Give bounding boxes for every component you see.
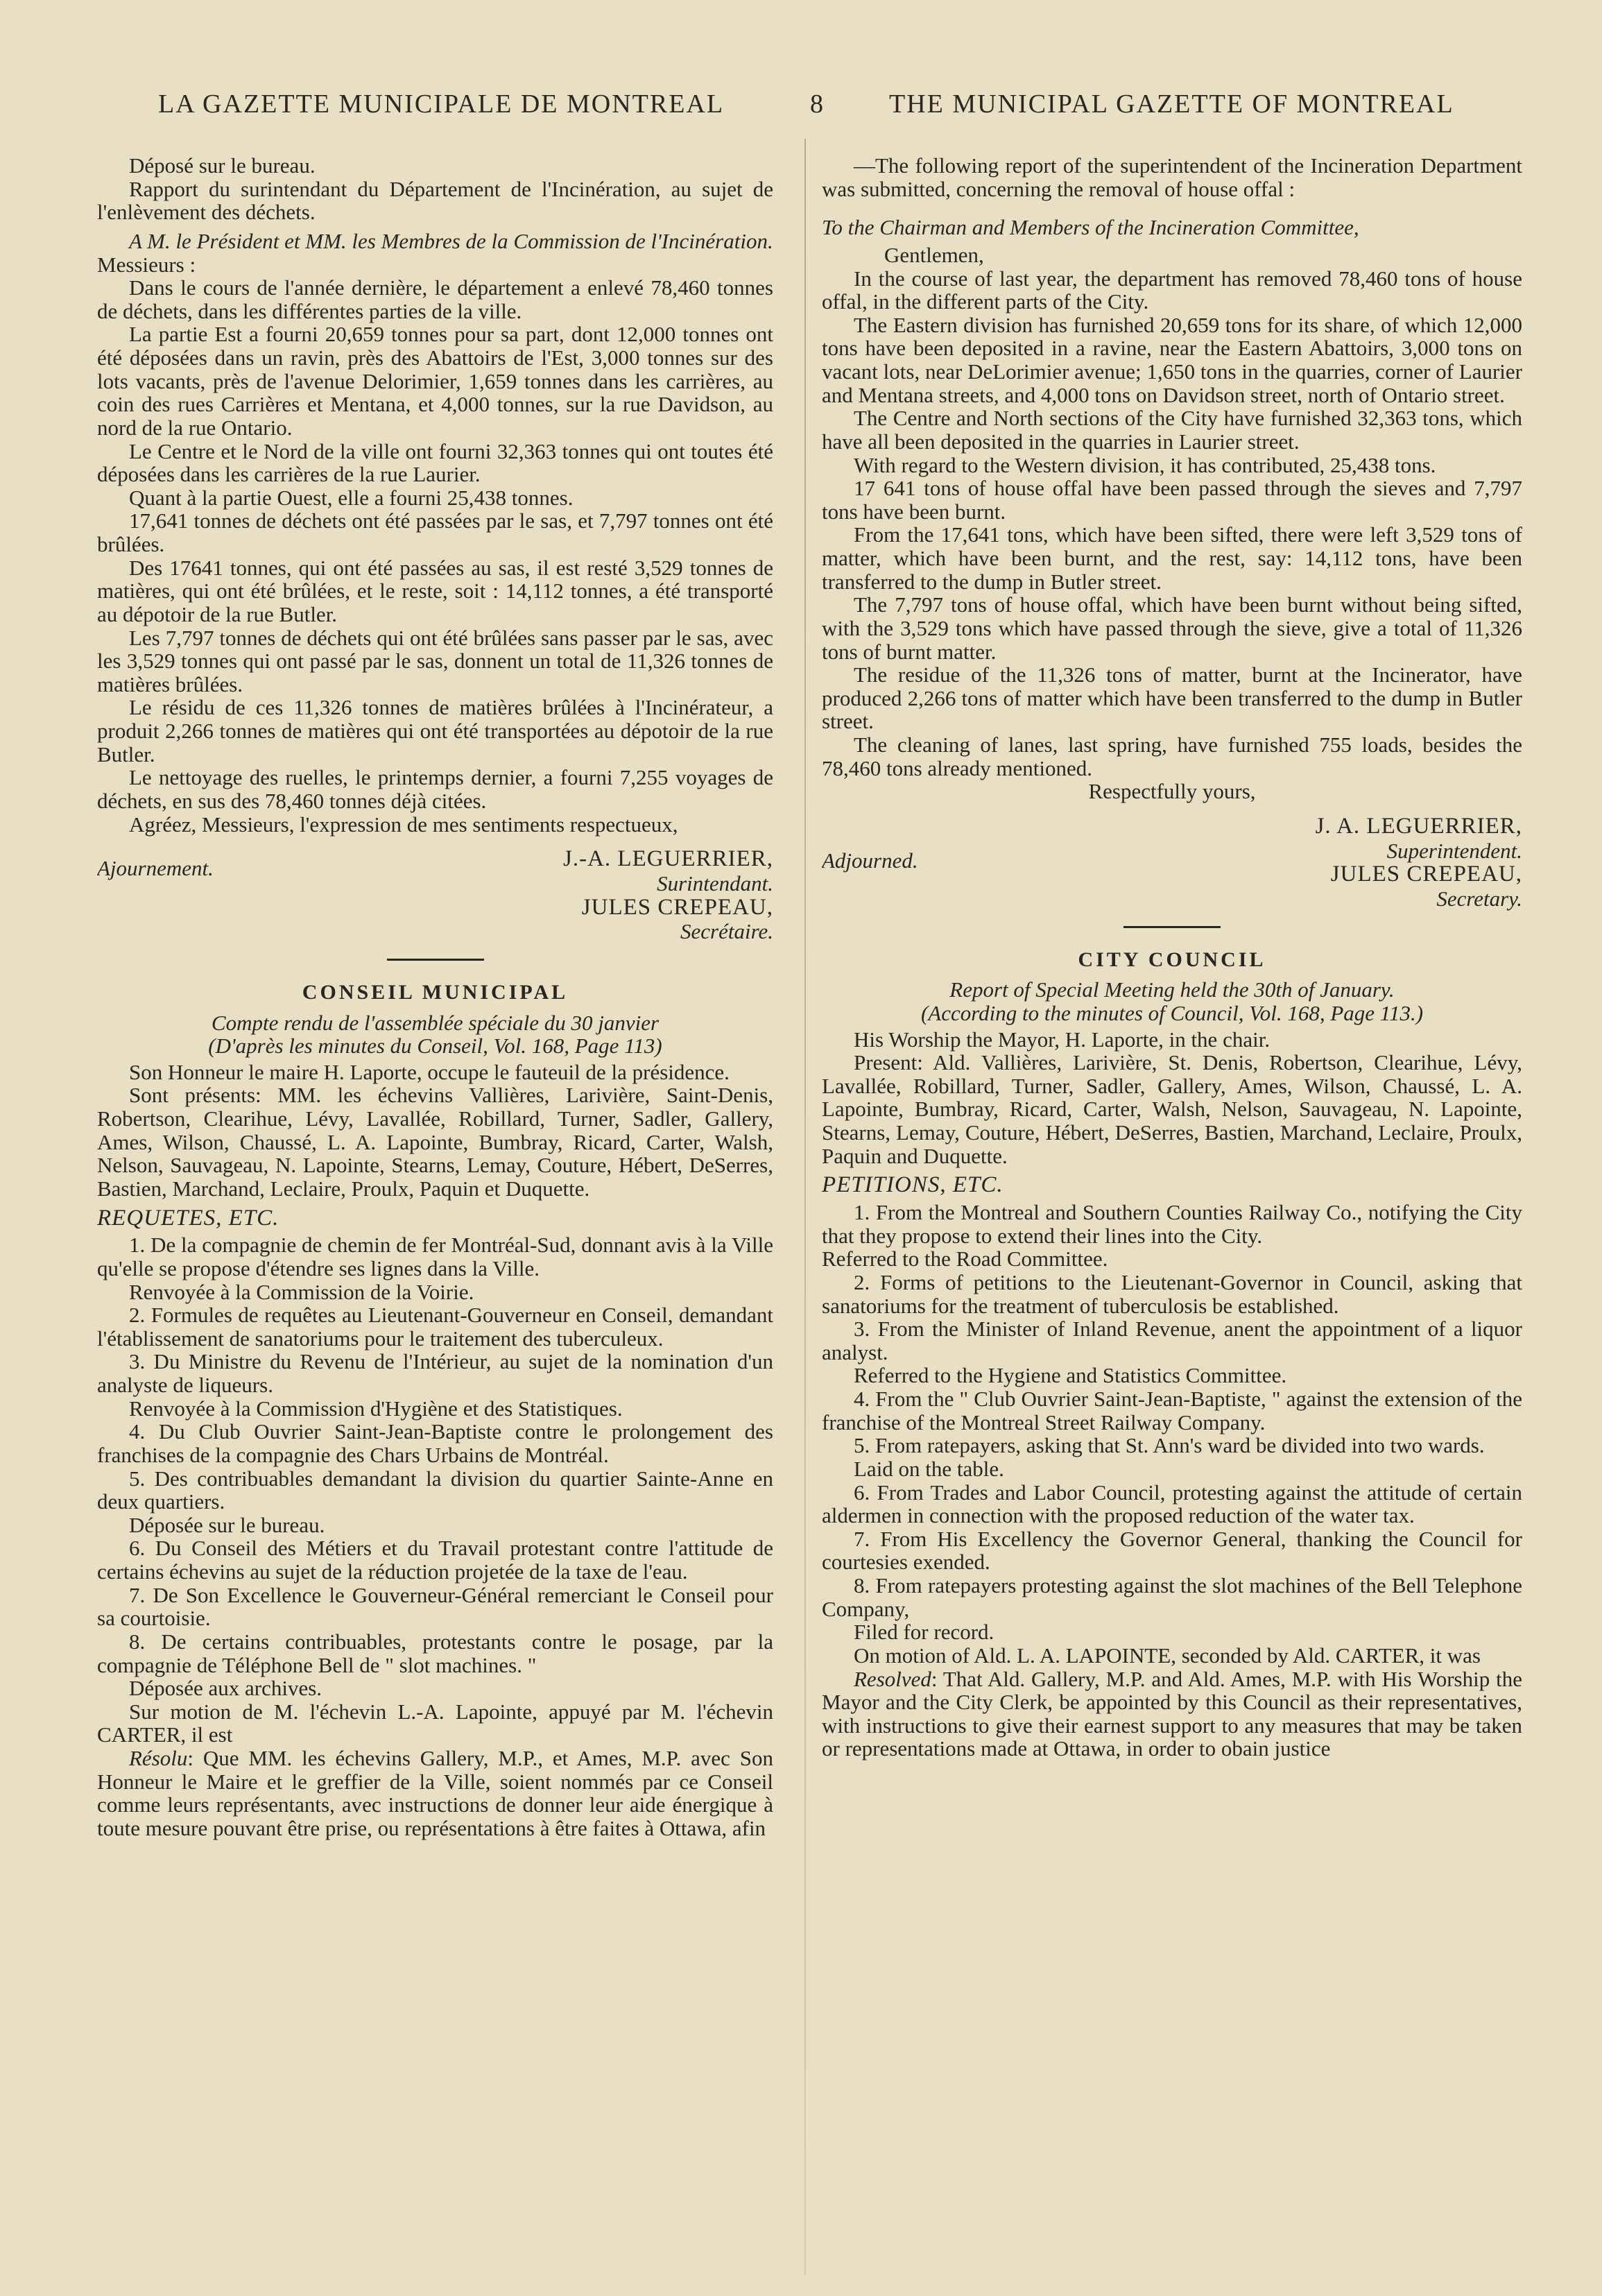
list-item: 1. From the Montreal and Southern Counties Railway Co., notifying the City that they propose to extend their lines into the City.	[822, 1200, 1522, 1248]
list-item: 6. Du Conseil des Métiers et du Travail protestant contre l'attitude de certains échevins au sujet de la réduction projetée de la taxe de l'eau.	[97, 1536, 773, 1584]
section-rule	[387, 959, 484, 961]
resolution-text: : Que MM. les échevins Gallery, M.P., et Ames, M.P. avec Son Honneur le Maire et le greffier de la Ville, soient nommés par ce Conseil comme leurs représentants, avec instructions de donner leur aide énergique à toute mesure pouvant être prise, ou représentations à être faites à Ottawa, afin	[97, 1746, 773, 1840]
list-item: 7. De Son Excellence le Gouverneur-Général remerciant le Conseil pour sa courtoisie.	[97, 1582, 773, 1631]
report-address: To the Chairman and Members of the Incineration Committee,	[822, 215, 1359, 240]
signature-block	[822, 814, 1522, 911]
paragraph: Le nettoyage des ruelles, le printemps dernier, a fourni 7,255 voyages de déchets, en sus des 78,460 tonnes déjà citées.	[97, 765, 773, 813]
list-item-note: Referred to the Hygiene and Statistics Committee.	[854, 1363, 1287, 1388]
paragraph: Le Centre et le Nord de la ville ont fourni 32,363 tonnes qui ont toutes été déposées dans les carrières de la rue Laurier.	[97, 438, 773, 487]
resolution-text: : That Ald. Gallery, M.P. and Ald. Ames, M.P. with His Worship the Mayor and the City Clerk, be appointed by this Council as their representatives, with instructions to give their earnest support to any measures that may be taken or representations made at Ottawa, in order to obain justice	[822, 1666, 1522, 1761]
section-subheading: (According to the minutes of Council, Vol. 168, Page 113.)	[920, 1000, 1424, 1025]
header-title-english: THE MUNICIPAL GAZETTE OF MONTREAL	[889, 89, 1454, 119]
page-number: 8	[810, 89, 825, 119]
paragraph: Quant à la partie Ouest, elle a fourni 25,438 tonnes.	[129, 485, 574, 510]
paragraph: La partie Est a fourni 20,659 tonnes pour sa part, dont 12,000 tonnes ont été déposées dans un ravin, près des Abattoirs de l'Est, 3,000 tonnes sur des lots vacants, près de l'avenue Delorimier, 1,659 tonnes dans les carrières, au coin des rues Carrières et Mentana, et 4,000 tonnes, sur la rue Davidson, au nord de la rue Ontario.	[97, 322, 773, 440]
paragraph: —The following report of the superintendent of the Incineration Department was submitted, concerning the removal of house offal :	[822, 154, 1522, 201]
paragraph: Les 7,797 tonnes de déchets qui ont été brûlées sans passer par le sas, avec les 3,529 tonnes qui ont passé par le sas, donnent un total de 11,326 tonnes de matières brûlées.	[97, 625, 773, 696]
list-item: 5. Des contribuables demandant la division du quartier Sainte-Anne en deux quartiers.	[97, 1466, 773, 1514]
salutation: Gentlemen,	[884, 242, 984, 267]
list-item-note: Renvoyée à la Commission d'Hygiène et des Statistiques.	[129, 1396, 623, 1421]
paragraph: His Worship the Mayor, H. Laporte, in the chair.	[854, 1027, 1271, 1052]
list-item: 6. From Trades and Labor Council, protesting against the attitude of certain aldermen in connection with the proposed reduction of the water tax.	[822, 1480, 1522, 1528]
section-heading: CITY COUNCIL	[1078, 948, 1266, 971]
section-subheading: (D'après les minutes du Conseil, Vol. 168, Page 113)	[208, 1034, 662, 1059]
paragraph: With regard to the Western division, it has contributed, 25,438 tons.	[854, 452, 1436, 477]
page-header	[0, 89, 1602, 130]
resolution	[822, 1668, 1522, 1761]
motion: Sur motion de M. l'échevin L.-A. Lapointe, appuyé par M. l'échevin CARTER, il est	[97, 1699, 773, 1747]
header-title-french: LA GAZETTE MUNICIPALE DE MONTREAL	[158, 89, 725, 119]
list-item: 8. De certains contribuables, protestants contre le posage, par la compagnie de Téléphone Bell de " slot machines. "	[97, 1629, 773, 1677]
salutation: Messieurs :	[97, 252, 196, 277]
signatory-name: J. A. LEGUERRIER,	[1315, 813, 1522, 839]
list-item: 3. From the Minister of Inland Revenue, anent the appointment of a liquor analyst.	[822, 1317, 1522, 1364]
list-item-note: Filed for record.	[854, 1620, 994, 1645]
signatories	[1162, 814, 1522, 911]
signatory-title: Secretary.	[1436, 886, 1522, 911]
paragraph: From the 17,641 tons, which have been sifted, there were left 3,529 tons of matter, which have been burnt, and the rest, say: 14,112 tons, have been transferred to the dump in Butler street.	[822, 522, 1522, 594]
paragraph: Des 17641 tonnes, qui ont été passées au sas, il est resté 3,529 tonnes de matières, qui ont été brûlées, et le reste, soit : 14,112 tonnes, a été transporté au dépotoir de la rue Butler.	[97, 555, 773, 626]
list-item-note: Referred to the Road Committee.	[822, 1246, 1108, 1271]
section-heading: CONSEIL MUNICIPAL	[302, 980, 569, 1004]
adjournment-note: Adjourned.	[822, 848, 918, 873]
paragraph: 17,641 tonnes de déchets ont été passées par le sas, et 7,797 tonnes ont été brûlées.	[97, 508, 773, 556]
resolution	[97, 1747, 773, 1840]
paragraph: Sont présents: MM. les échevins Vallières, Larivière, Saint-Denis, Robertson, Clearihue, Lévy, Lavallée, Robillard, Turner, Sadler, Gallery, Ames, Wilson, Chaussé, L. A. Lapointe, Bumbray, Ricard, Carter, Walsh, Nelson, Sauvageau, N. Lapointe, Stearns, Lemay, Couture, Hébert, DeSerres, Bastien, Marchand, Leclaire, Proulx, Paquin et Duquette.	[97, 1083, 773, 1201]
english-column	[822, 154, 1522, 2277]
signatory-name: J.-A. LEGUERRIER,	[563, 846, 773, 872]
subsection-heading: REQUETES, ETC.	[97, 1205, 279, 1231]
paragraph: The residue of the 11,326 tons of matter, burnt at the Incinerator, have produced 2,266 tons of matter which have been transferred to the dump in Butler street.	[822, 662, 1522, 734]
list-item-note: Laid on the table.	[854, 1456, 1004, 1481]
paragraph: Agréez, Messieurs, l'expression de mes sentiments respectueux,	[129, 812, 678, 837]
report-address: A M. le Président et MM. les Membres de la Commission de l'Incinération.	[129, 228, 773, 253]
paragraph: Present: Ald. Vallières, Larivière, St. Denis, Robertson, Clearihue, Lévy, Lavallée, Robillard, Turner, Sadler, Gallery, Ames, Wilson, Chaussé, L. A. Lapointe, Bumbray, Ricard, Carter, Walsh, Nelson, Sauvageau, N. Lapointe, Stearns, Lemay, Couture, Hébert, DeSerres, Bastien, Marchand, Leclaire, Proulx, Paquin and Duquette.	[822, 1050, 1522, 1168]
paragraph: Le résidu de ces 11,326 tonnes de matières brûlées à l'Incinérateur, a produit 2,266 tonnes de matières qui ont été transportées au dépotoir de la rue Butler.	[97, 695, 773, 766]
paragraph: Son Honneur le maire H. Laporte, occupe le fauteuil de la présidence.	[129, 1059, 730, 1084]
column-divider	[804, 139, 806, 2275]
signatory-name: JULES CREPEAU,	[1330, 862, 1522, 887]
paragraph: The Centre and North sections of the City have furnished 32,363 tons, which have all been deposited in the quarries in Laurier street.	[822, 406, 1522, 454]
section-rule	[1123, 926, 1221, 928]
signatory-name: JULES CREPEAU,	[581, 894, 773, 920]
list-item-note: Déposée sur le bureau.	[129, 1512, 325, 1537]
resolution-label: Résolu	[129, 1746, 188, 1771]
paragraph: The cleaning of lanes, last spring, have furnished 755 loads, besides the 78,460 tons already mentioned.	[822, 733, 1522, 780]
signatory-title: Secrétaire.	[680, 919, 773, 944]
list-item: 5. From ratepayers, asking that St. Ann's ward be divided into two wards.	[854, 1433, 1485, 1458]
list-item: 2. Formules de requêtes au Lieutenant-Gouverneur en Conseil, demandant l'établissement de sanatoriums pour le traitement des tuberculeux.	[97, 1303, 773, 1351]
list-item: 4. From the " Club Ouvrier Saint-Jean-Baptiste, " against the extension of the franchise of the Montreal Street Railway Company.	[822, 1387, 1522, 1434]
paragraph: Dans le cours de l'année dernière, le département a enlevé 78,460 tonnes de déchets, dans les différentes parties de la ville.	[97, 275, 773, 323]
list-item: 3. Du Ministre du Revenu de l'Intérieur, au sujet de la nomination d'un analyste de liqueurs.	[97, 1349, 773, 1398]
section-subheading: Report of Special Meeting held the 30th of January.	[949, 977, 1395, 1002]
paragraph: Rapport du surintendant du Département de l'Incinération, au sujet de l'enlèvement des déchets.	[97, 176, 773, 225]
signatories	[413, 847, 773, 943]
paragraph: The 7,797 tons of house offal, which have been burnt without being sifted, with the 3,529 tons which have passed through the sieve, give a total of 11,326 tons of burnt matter.	[822, 592, 1522, 664]
adjournment-note: Ajournement.	[97, 856, 214, 881]
section-subheading: Compte rendu de l'assemblée spéciale du 30 janvier	[211, 1010, 660, 1035]
paragraph: Déposé sur le bureau.	[129, 154, 316, 178]
list-item: 4. Du Club Ouvrier Saint-Jean-Baptiste contre le prolongement des franchises de la compagnie des Chars Urbains de Montréal.	[97, 1419, 773, 1467]
list-item-note: Déposée aux archives.	[129, 1676, 322, 1701]
list-item: 8. From ratepayers protesting against the slot machines of the Bell Telephone Company,	[822, 1573, 1522, 1621]
closing: Respectfully yours,	[1088, 779, 1256, 804]
list-item: 7. From His Excellency the Governor General, thanking the Council for courtesies exended.	[822, 1526, 1522, 1575]
subsection-heading: PETITIONS, ETC.	[822, 1172, 1004, 1198]
list-item-note: Renvoyée à la Commission de la Voirie.	[129, 1279, 474, 1304]
paragraph: In the course of last year, the department has removed 78,460 tons of house offal, in the different parts of the City.	[822, 266, 1522, 314]
signatory-title: Surintendant.	[657, 871, 773, 896]
signatory-title: Superintendent.	[1386, 838, 1522, 863]
list-item: 1. De la compagnie de chemin de fer Montréal-Sud, donnant avis à la Ville qu'elle se propose d'étendre ses lignes dans la Ville.	[97, 1233, 773, 1280]
motion: On motion of Ald. L. A. LAPOINTE, seconded by Ald. CARTER, it was	[854, 1643, 1481, 1668]
paragraph: 17 641 tons of house offal have been passed through the sieves and 7,797 tons have been burnt.	[822, 476, 1522, 524]
paragraph: The Eastern division has furnished 20,659 tons for its share, of which 12,000 tons have been deposited in a ravine, near the Eastern Abattoirs, 3,000 tons on vacant lots, near DeLorimier avenue; 1,650 tons in the quarries, corner of Laurier and Mentana streets, and 4,000 tons on Davidson street, north of Ontario street.	[822, 312, 1522, 407]
resolution-label: Resolved	[854, 1666, 931, 1691]
signature-block	[97, 847, 773, 943]
list-item: 2. Forms of petitions to the Lieutenant-Governor in Council, asking that sanatoriums for the treatment of tuberculosis be established.	[822, 1269, 1522, 1318]
french-column	[97, 154, 773, 2277]
